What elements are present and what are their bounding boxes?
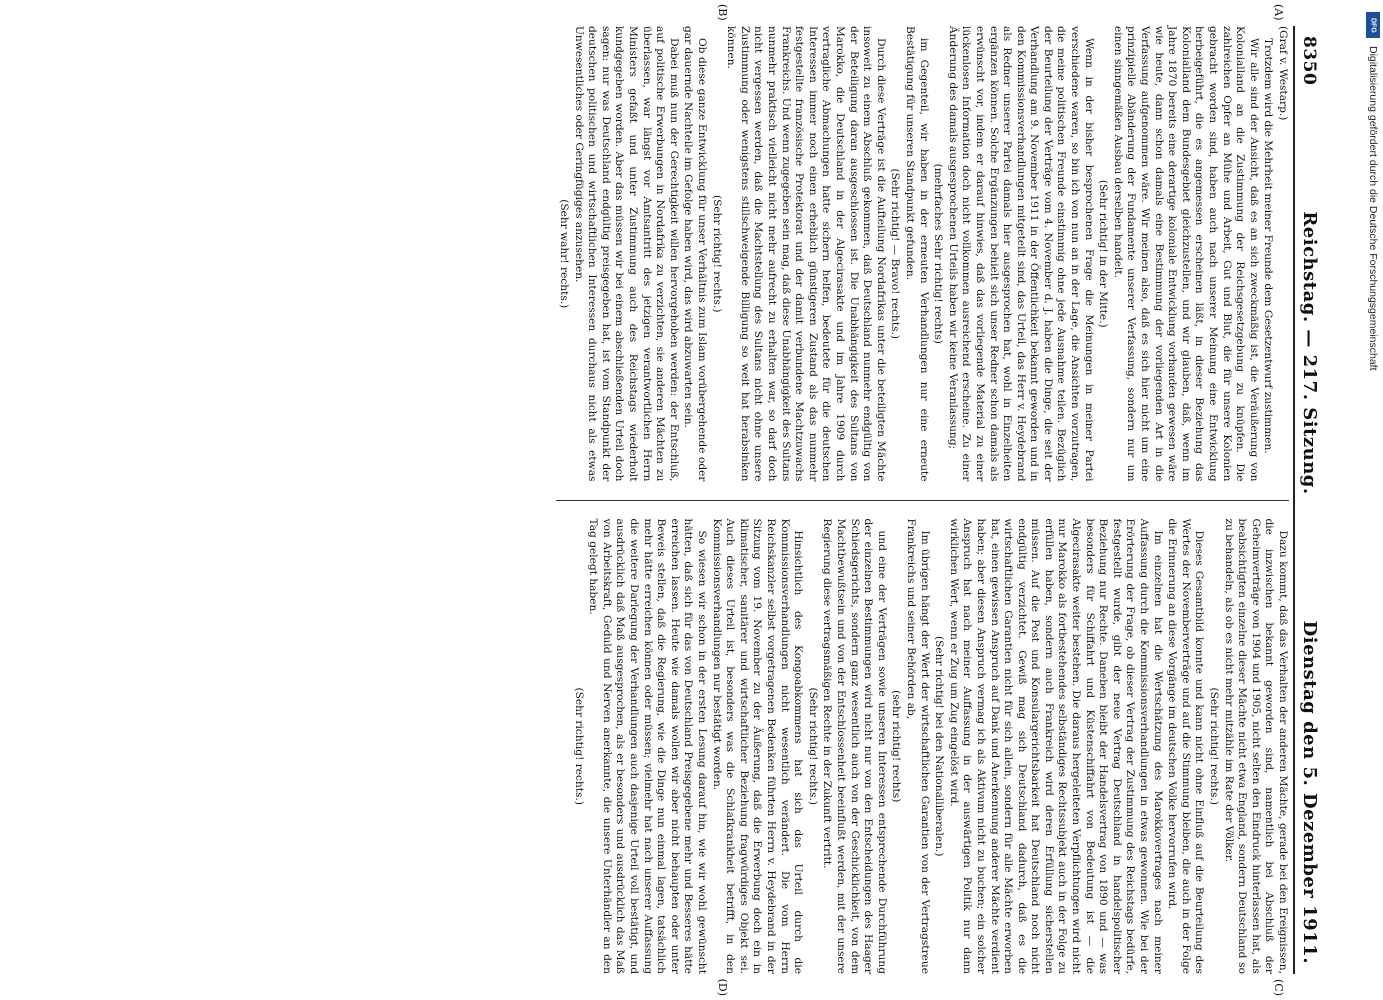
margin-marker-d: (D) — [716, 978, 729, 996]
dfg-logo: DFG — [1366, 12, 1380, 38]
paragraph: und eine der Verträgen sowie unseren Interessen entsprechende Durchführung der einzelnen Bestimmungen wird nicht nur von den Entscheidungen des Haager Schiedsgerichts, sondern ganz wesentlich auch von der Geschicklichkeit, von dem Machtbewußtsein und von der Entschlossenheit beeinflußt werden, mit der unsere Regierung diese vertragsmäßigen Rechte in der Zukunft vertritt. — [821, 518, 888, 974]
paragraph: (Sehr richtig! rechts.) — [710, 195, 723, 313]
paragraph: Wenn in der bisher besprochenen Frage die Meinungen in meiner Partei verschiedene waren, so bin ich von nun an in der Lage, die Ansichten vorzutragen, die meine politischen Freunde einstimmig ohne jede Ausnahme teilen. Bezüglich der Beurteilung der Verträge vom 4. November d. J. haben die Dinge, die seit der Verhandlung am 9. November 1911 in der Öffentlichkeit bekannt geworden und in den Kommissionsverhandlungen mitgeteilt sind, das Urteil, das Herr v. Heydebrand als Redner unserer Partei damals hier ausgesprochen hat, wohl in Einzelheiten ergänzen können. Solche Ergänzungen behielt sich unser Redner schon damals als erwünscht vor, indem er darauf hinwies, daß das vorliegende Material zu einer lückenlosen Information doch nicht vollkommen ausreichend erscheine. Zu einer Änderung des damals ausgesprochenen Urteils haben wir keine Veranlassung; — [946, 26, 1095, 482]
paragraph: (Sehr richtig! rechts.) — [572, 687, 585, 805]
page-number: 8350 — [1299, 36, 1319, 86]
paragraph: (Sehr richtig! rechts.) — [1208, 687, 1221, 805]
document-page — [20, 0, 1330, 1000]
paragraph: (Sehr richtig! rechts.) — [806, 687, 819, 805]
paragraph: (Sehr richtig! bei den Nationalliberalen.) — [933, 635, 946, 857]
credit-text: Digitalisierung gefördert durch die Deutsche Forschungsgemeinschaft — [1367, 46, 1379, 371]
paragraph: im Gegenteil, wir haben in der erneuten Verhandlungen nur eine erneute Bestätigung für unseren Standpunkt gefunden. — [903, 26, 930, 482]
margin-marker-a: (A) — [1272, 4, 1285, 21]
paragraph: Ob diese ganze Entwicklung für unser Verhältnis zum Islam vorübergehende oder gar dauernde Nachteile im Gefolge haben wird, das wird abzuwarten sein. — [682, 26, 709, 482]
text-columns — [556, 4, 1289, 996]
paragraph: (mehrfaches Sehr richtig! rechts) — [932, 163, 945, 344]
paragraph: (Sehr richtig! — Bravo! rechts.) — [889, 168, 902, 340]
paragraph: Dabei muß nun der Gerechtigkeit willen hervorgehoben werden: der Entschluß, auf politische Erwerbungen in Nordafrika zu verzichten, sie anderen Mächten zu überlassen, war längst vor Amtsantritt des jetzigen verantwortlichen Herrn Ministers gefaßt und unter Zustimmung auch des Reichstags wiederholt kundgegeben worden. Aber das müssen wir bei einem abschließenden Urteil doch sagen: nur was Deutschland endgültig preisgegeben hat, ist vom Standpunkt der deutschen politischen und wirtschaftlichen Interessen durchaus nicht als etwas Unwesentliches oder Geringfügiges anzusehen. — [572, 26, 680, 482]
paragraph: Trotzdem wird die Mehrheit meiner Freunde dem Gesetzentwurf zustimmen. — [1262, 38, 1275, 454]
paragraph: Dieses Gesamtbild konnte und kann nicht ohne Einfluß auf die Beurteilung des Wertes der Novemberverträge und auf die Stimmung bleiben, die auch in der Folge die Erinnerung an diese Vorgänge im deutschen Volke hervorrufen wird. — [1166, 518, 1206, 974]
page-title: Reichstag. — 217. Sitzung. — [1299, 211, 1320, 495]
paragraph: (Sehr wahr! rechts.) — [558, 199, 571, 309]
paragraph: Durch diese Verträge ist die Aufteilung Nordafrikas unter die beteiligten Mächte insoweit zu einem Abschluß gekommen, daß Deutschland nunmehr endgültig von der Beteiligung daran ausgeschlossen ist. Die Unabhängigkeit des Sultans von Marokko, die Deutschland in der Algecirasakte und im Jahre 1909 durch vertragliche Abmachungen hatte sichern helfen, bedeutete für die deutschen Interessen immer noch einen erheblich günstigeren Zustand als das nunmehr festgestellte französische Protektorat und der damit verbundene Machtzuwachs Frankreichs. Und wenn zugegeben sein mag, daß diese Unabhängigkeit des Sultans nunmehr praktisch vielleicht nicht mehr aufrecht zu erhalten war, so darf doch nicht vergessen werden, daß die Machtstellung des Sultans nicht ohne unsere Zustimmung oder wenigstens stillschweigende Billigung so weit hat herabsinken können. — [725, 26, 887, 482]
paragraph: Im einzelnen hat die Wertschätzung des Marokkovertrages nach meiner Auffassung durch die Kommissionsverhandlungen in etwas gewonnen. Wie bei der Erörterung der Frage, ob dieser Vertrag der Zustimmung des Reichstags bedürfe, festgestellt wurde, gibt der neue Vertrag Deutschland in handelspolitischer Beziehung nur Rechte. Daneben bleibt der Handelsvertrag von 1890 und — was besonders für Schiffahrt und Küstenschiffahrt von Bedeutung ist — die Algecirasakte weiter bestehen. Die daraus hergeleiteten Verpflichtungen wird nicht nur Marokko als fortbestehendes selbständiges Rechtssubjekt auch in der Folge zu erfüllen haben, sondern auch Frankreich wird deren Erfüllung sicherstellen müssen. Auf die Post und Konsulargerichtsbarkeit hat Deutschland noch nicht endgültig verzichtet. Gewiß mag sich Deutschland dadurch, daß es die wirtschaftlichen Garantien nicht für sich allein, sondern für alle Mächte erworben hat, einen gewissen Anspruch auf Dank und Anerkennung anderer Mächte verdient haben; aber diesen Anspruch vermag ich als Aktivum nicht zu buchen; ein solcher Anspruch hat nach meiner Auffassung in der auswärtigen Politik nur dann wirklichen Wert, wenn er Zug um Zug eingelöst wird. — [947, 518, 1164, 974]
page-date: Dienstag den 5. Dezember 1911. — [1299, 620, 1320, 964]
paragraph: Im übrigen hängt der Wert der wirtschaftlichen Garantien von der Vertragstreue Frankreichs und seiner Behörden ab, — [904, 518, 931, 974]
speaker-note: (Graf v. Westarp.) — [1277, 26, 1289, 121]
margin-marker-c: (C) — [1272, 979, 1285, 996]
column-divider — [556, 500, 1289, 501]
margin-marker-b: (B) — [716, 4, 729, 21]
paragraph: (sehr richtig! rechts) — [890, 690, 903, 803]
digitization-credit — [1365, 12, 1381, 992]
paragraph: (Sehr richtig! in der Mitte.) — [1097, 179, 1110, 328]
right-column — [556, 518, 1289, 996]
paragraph: Dazu kommt, daß das Verhalten der anderen Mächte, gerade bei den Ereignissen, die inzwischen bekannt geworden sind, namentlich bei Abschluß der Geheimverträge von 1904 und 1905, nicht selten den Eindruck hinterlassen hat, als beabsichtigten einzelne dieser Mächte nicht etwa England, sondern Deutschland so zu behandeln, als ob es nicht mehr mitzähle im Rate der Völker. — [1222, 518, 1289, 974]
paragraph: So wiesen wir schon in der ersten Lesung darauf hin, wie wir wohl gewünscht hätten, daß sich für das von Deutschland Preisgegebene mehr und Besseres hätte erreichen lassen. Heute wie damals wollen wir aber nicht behaupten oder unter Beweis stellen, daß die Regierung, wie die Dinge nun einmal lagen, tatsächlich mehr hätte erreichen können oder müssen; vielmehr hat nach unserer Auffassung die weitere Darlegung der Verhandlungen auch dasjenige Urteil voll bestätigt, und ausdrücklich daß Maß ausgesprochen, als er besonders und ausdrücklich das Maß von Arbeitskraft, Geduld und Nerven anerkannte, die unsere Unterhändler an den Tag gelegt haben. — [587, 518, 709, 974]
paragraph: Hinsichtlich des Kongoabkommens hat sich das Urteil durch die Kommissionsverhandlungen nicht wesentlich verändert. Die vom Herrn Reichskanzler selbst vorgetragenen Bedenken führten Herrn v. Heydebrand in der Sitzung vom 19. November zu der Äußerung, daß die Erwerbung doch ein in klimatischer, sanitärer und wirtschaftlicher Beziehung fragwürdiges Objekt sei. Auch dieses Urteil ist, besonders was die Schlafkrankheit betrifft, in den Kommissionsverhandlungen nur bestätigt worden. — [710, 518, 805, 974]
page-header — [1293, 26, 1320, 974]
paragraph: Wir alle sind der Ansicht, daß es an sich zweckmäßig ist, die Veräußerung von Kolonialland an die Zustimmung der Reichsgesetzgebung zu knüpfen. Die zahlreichen Opfer an Mühe und Arbeit, Gut und Blut, die für unsere Kolonien gebracht worden sind, haben auch nach unserer Meinung eine Entwicklung herbeigeführt, die es angemessen erscheinen läßt, in dieser Beziehung das Kolonialland dem Bundesgebiet gleichzustellen, und wir glauben, daß, wenn im Jahre 1870 bereits eine derartige koloniale Entwicklung vorhanden gewesen wäre wie heute, dann schon damals eine Bestimmung der vorliegenden Art in die Verfassung aufgenommen wäre. Wir meinen also, daß es sich hier nicht um eine prinzipielle Abänderung der Fundamente unserer Verfassung, sondern nur um einen sinngemäßen Ausbau derselben handelt. — [1111, 26, 1260, 482]
left-column — [556, 4, 1289, 482]
